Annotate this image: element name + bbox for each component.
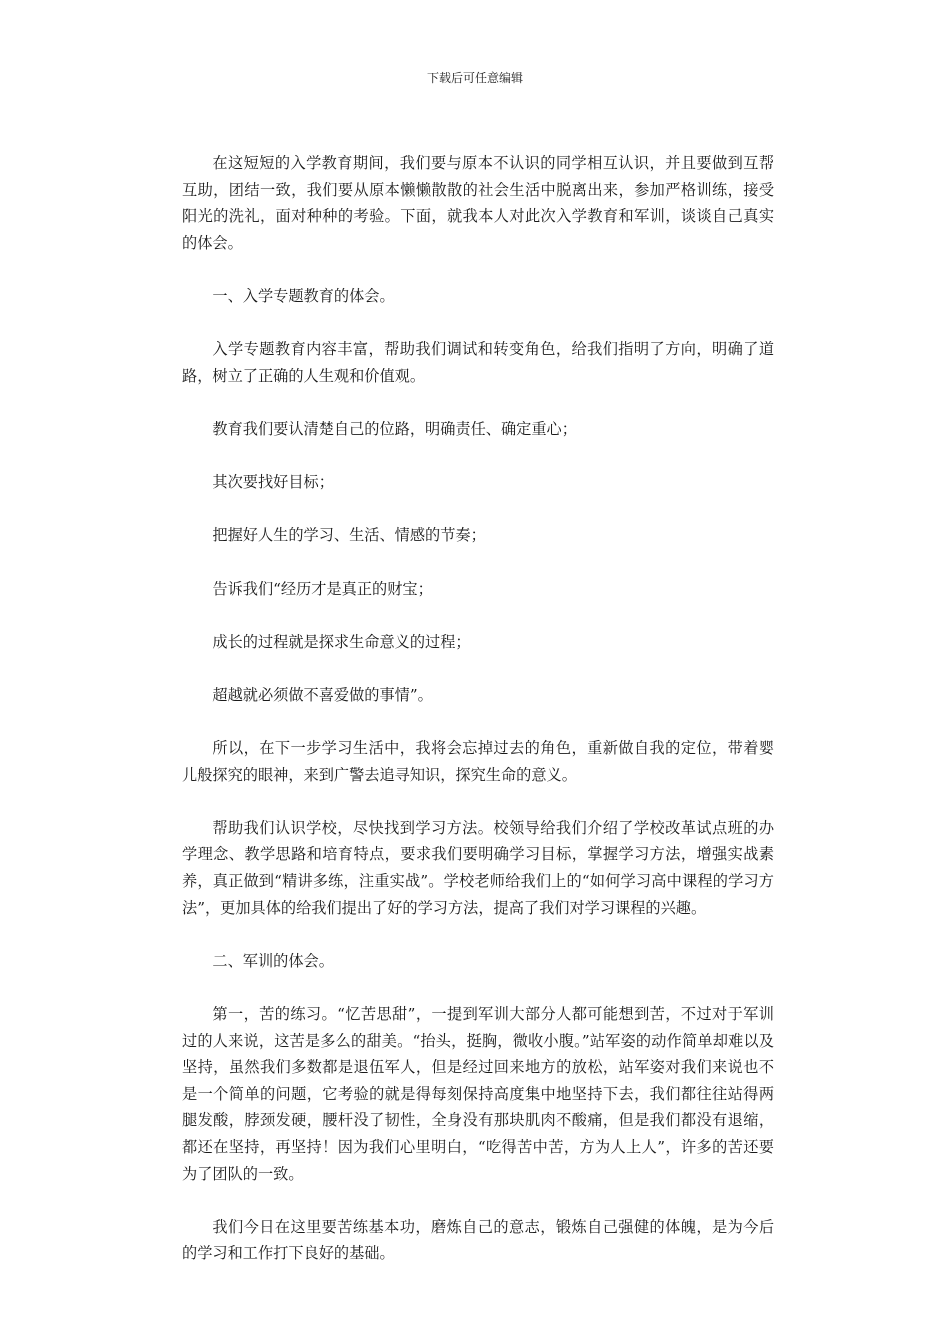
- section-heading-2: 二、军训的体会。: [212, 951, 334, 970]
- header-note: 下载后可任意编辑: [426, 71, 523, 85]
- paragraph: 入学专题教育内容丰富，帮助我们调试和转变角色，给我们指明了方向，明确了道路，树立了正确的人生观和价值观。: [182, 340, 774, 385]
- paragraph: 所以，在下一步学习生活中，我将会忘掉过去的角色，重新做自我的定位，带着婴儿般探究的眼神，来到广警去追寻知识，探究生命的意义。: [182, 739, 774, 784]
- paragraph: 告诉我们“经历才是真正的财宝；: [212, 579, 433, 598]
- paragraph: 超越就必须做不喜爱做的事情”。: [212, 685, 433, 704]
- paragraph: 成长的过程就是探求生命意义的过程；: [212, 632, 471, 651]
- paragraph: 帮助我们认识学校，尽快找到学习方法。校领导给我们介绍了学校改革试点班的办学理念、教学思路和培育特点，要求我们要明确学习目标，掌握学习方法，增强实战素养，真正做到“精讲多练，注重实战”。学校老师给我们上的“如何学习高中课程的学习方法”，更加具体的给我们提出了好的学习方法，提高了我们对学习课程的兴趣。: [182, 818, 774, 917]
- paragraph: 把握好人生的学习、生活、情感的节奏；: [212, 526, 486, 545]
- paragraph: 第一，苦的练习。“忆苦思甜”，一提到军训大部分人都可能想到苦，不过对于军训过的人来说，这苦是多么的甜美。“抬头，挺胸，微收小腹。”站军姿的动作简单却难以及坚持，虽然我们多数都是退伍军人，但是经过回来地方的放松，站军姿对我们来说也不是一个简单的问题，它考验的就是得每刻保持高度集中地坚持下去，我们都往往站得两腿发酸，脖颈发硬，腰杆没了韧性，全身没有那块肌肉不酸痛，但是我们都没有退缩，都还在坚持，再坚持！因为我们心里明白，“吃得苦中苦，方为人上人”，许多的苦还要为了团队的一致。: [182, 1005, 774, 1183]
- section-heading-1: 一、入学专题教育的体会。: [212, 286, 395, 305]
- paragraph: 教育我们要认清楚自己的位路，明确责任、确定重心；: [212, 419, 577, 438]
- document-body: [182, 150, 774, 1267]
- paragraph-intro: 在这短短的入学教育期间，我们要与原本不认识的同学相互认识，并且要做到互帮互助，团结一致，我们要从原本懒懒散散的社会生活中脱离出来，参加严格训练，接受阳光的洗礼，面对种种的考验。下面，就我本人对此次入学教育和军训，谈谈自己真实的体会。: [182, 154, 774, 252]
- paragraph: 其次要找好目标；: [212, 473, 334, 492]
- paragraph: 我们今日在这里要苦练基本功，磨炼自己的意志，锻炼自己强健的体魄，是为今后的学习和工作打下良好的基础。: [182, 1217, 774, 1263]
